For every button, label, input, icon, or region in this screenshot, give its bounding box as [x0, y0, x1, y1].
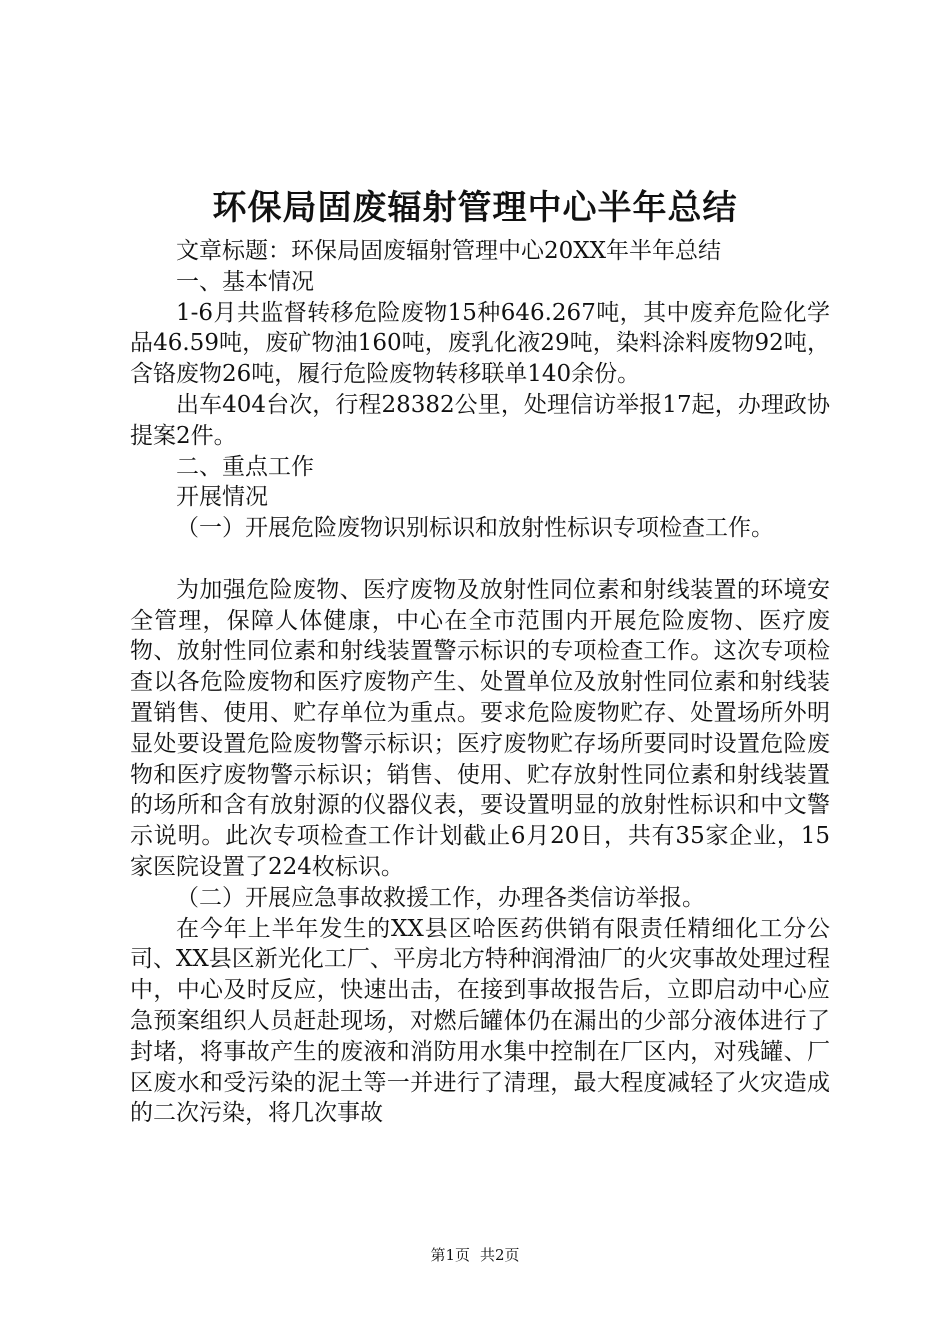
- document-title: 环保局固废辐射管理中心半年总结: [212, 188, 738, 228]
- paragraph-transfer-stats: 1-6月共监督转移危险废物15种646.267吨，其中废弃危险化学品46.59吨，废矿物油160吨，废乳化液29吨，染料涂料废物92吨，含铬废物26吨，履行危险废物转移联单140余份。: [130, 299, 830, 388]
- page-number: 第1页: [430, 1246, 470, 1264]
- item-heading-2: （二）开展应急事故救援工作，办理各类信访举报。: [176, 884, 705, 911]
- page-footer: [0, 1245, 950, 1265]
- article-title-line: 文章标题：环保局固废辐射管理中心20XX年半年总结: [176, 238, 722, 264]
- page-total: 共2页: [480, 1246, 520, 1264]
- section-heading-key-work: 二、重点工作: [176, 453, 314, 480]
- item-heading-1: （一）开展危险废物识别标识和放射性标识专项检查工作。: [176, 515, 774, 542]
- paragraph-emergency: 在今年上半年发生的XX县区哈医药供销有限责任精细化工分公司、XX县区新光化工厂、平房北方特种润滑油厂的火灾事故处理过程中，中心及时反应，快速出击，在接到事故报告后，立即启动中心应急预案组织人员赶赴现场，对燃后罐体仍在漏出的少部分液体进行了封堵，将事故产生的废液和消防用水集中控制在厂区内，对残罐、厂区废水和受污染的泥土等一并进行了清理，最大程度减轻了火灾造成的二次污染，将几次事故: [130, 915, 830, 1127]
- section-heading-basic: 一、基本情况: [176, 268, 314, 295]
- paragraph-vehicle-stats: 出车404台次，行程28382公里，处理信访举报17起，办理政协提案2件。: [130, 391, 830, 449]
- paragraph-inspection: 为加强危险废物、医疗废物及放射性同位素和射线装置的环境安全管理，保障人体健康，中心在全市范围内开展危险废物、医疗废物、放射性同位素和射线装置警示标识的专项检查工作。这次专项检查以各危险废物和医疗废物产生、处置单位及放射性同位素和射线装置销售、使用、贮存单位为重点。要求危险废物贮存、处置场所外明显处要设置危险废物警示标识；医疗废物贮存场所要同时设置危险废物和医疗废物警示标识；销售、使用、贮存放射性同位素和射线装置的场所和含有放射源的仪器仪表，要设置明显的放射性标识和中文警示说明。此次专项检查工作计划截止6月20日，共有35家企业，15家医院设置了224枚标识。: [130, 576, 830, 880]
- document-body: [130, 236, 830, 1129]
- subheading-progress: 开展情况: [176, 484, 268, 511]
